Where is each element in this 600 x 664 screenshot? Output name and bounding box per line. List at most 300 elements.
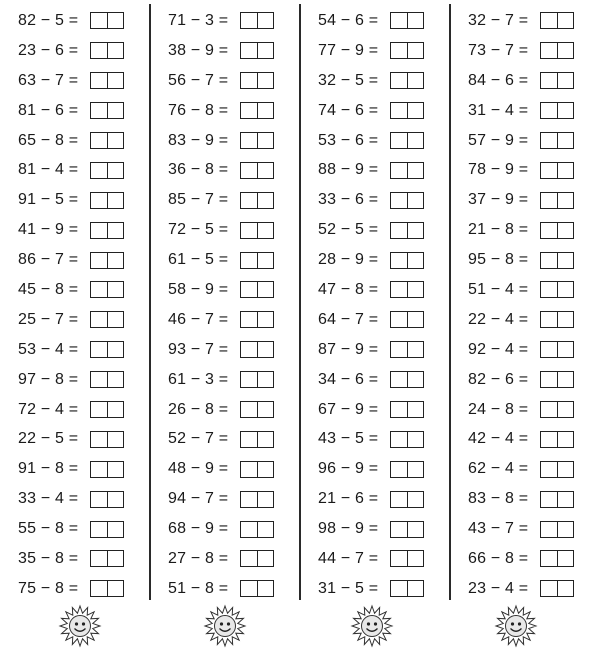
problem-row (150, 574, 300, 604)
answer-digit-cell[interactable] (257, 372, 273, 387)
answer-box[interactable] (90, 192, 124, 209)
problem-expression: 68 − 9 = (168, 520, 229, 538)
answer-digit-cell[interactable] (391, 13, 407, 28)
answer-box[interactable] (390, 341, 424, 358)
answer-digit-cell[interactable] (541, 282, 557, 297)
answer-box[interactable] (240, 132, 274, 149)
problem-row (450, 454, 600, 484)
answer-digit-cell[interactable] (91, 462, 107, 477)
answer-digit-cell[interactable] (391, 312, 407, 327)
answer-digit-cell[interactable] (407, 13, 423, 28)
problem-row (150, 514, 300, 544)
answer-box[interactable] (390, 371, 424, 388)
sun-icon (203, 604, 247, 648)
answer-box[interactable] (390, 521, 424, 538)
answer-digit-cell[interactable] (241, 432, 257, 447)
answer-digit-cell[interactable] (107, 462, 123, 477)
answer-box[interactable] (90, 281, 124, 298)
answer-digit-cell[interactable] (257, 223, 273, 238)
problem-expression: 31 − 5 = (318, 579, 379, 597)
problem-row (150, 6, 300, 36)
answer-box[interactable] (240, 491, 274, 508)
answer-digit-cell[interactable] (541, 492, 557, 507)
answer-digit-cell[interactable] (541, 432, 557, 447)
answer-digit-cell[interactable] (541, 163, 557, 178)
problem-row (150, 96, 300, 126)
answer-digit-cell[interactable] (91, 522, 107, 537)
problem-row (450, 126, 600, 156)
answer-digit-cell[interactable] (107, 372, 123, 387)
answer-digit-cell[interactable] (557, 551, 573, 566)
answer-box[interactable] (90, 162, 124, 179)
answer-digit-cell[interactable] (241, 193, 257, 208)
answer-digit-cell[interactable] (91, 223, 107, 238)
answer-digit-cell[interactable] (541, 402, 557, 417)
answer-digit-cell[interactable] (91, 73, 107, 88)
answer-box[interactable] (90, 580, 124, 597)
answer-box[interactable] (540, 252, 574, 269)
answer-box[interactable] (540, 192, 574, 209)
answer-digit-cell[interactable] (391, 432, 407, 447)
answer-box[interactable] (240, 102, 274, 119)
answer-box[interactable] (390, 550, 424, 567)
answer-digit-cell[interactable] (107, 492, 123, 507)
answer-digit-cell[interactable] (557, 372, 573, 387)
problem-expression: 84 − 6 = (468, 71, 529, 89)
answer-digit-cell[interactable] (541, 522, 557, 537)
problem-expression: 72 − 4 = (18, 400, 79, 418)
answer-digit-cell[interactable] (407, 193, 423, 208)
problem-column (0, 6, 150, 604)
answer-digit-cell[interactable] (557, 133, 573, 148)
answer-box[interactable] (390, 102, 424, 119)
answer-digit-cell[interactable] (407, 163, 423, 178)
answer-digit-cell[interactable] (107, 342, 123, 357)
answer-digit-cell[interactable] (241, 223, 257, 238)
answer-box[interactable] (540, 281, 574, 298)
answer-digit-cell[interactable] (241, 253, 257, 268)
answer-box[interactable] (540, 461, 574, 478)
answer-digit-cell[interactable] (407, 253, 423, 268)
answer-digit-cell[interactable] (257, 43, 273, 58)
answer-digit-cell[interactable] (257, 133, 273, 148)
answer-digit-cell[interactable] (257, 462, 273, 477)
answer-box[interactable] (390, 311, 424, 328)
answer-digit-cell[interactable] (91, 282, 107, 297)
problem-row (450, 36, 600, 66)
answer-box[interactable] (240, 222, 274, 239)
problem-expression: 83 − 8 = (468, 490, 529, 508)
problem-expression: 26 − 8 = (168, 400, 229, 418)
answer-box[interactable] (90, 461, 124, 478)
answer-digit-cell[interactable] (557, 462, 573, 477)
answer-digit-cell[interactable] (557, 253, 573, 268)
answer-digit-cell[interactable] (391, 193, 407, 208)
answer-digit-cell[interactable] (557, 522, 573, 537)
answer-digit-cell[interactable] (541, 372, 557, 387)
answer-digit-cell[interactable] (241, 13, 257, 28)
answer-digit-cell[interactable] (257, 432, 273, 447)
answer-box[interactable] (90, 311, 124, 328)
answer-digit-cell[interactable] (91, 163, 107, 178)
problem-row (0, 395, 150, 425)
answer-digit-cell[interactable] (557, 312, 573, 327)
answer-box[interactable] (540, 72, 574, 89)
answer-digit-cell[interactable] (257, 312, 273, 327)
problem-row (150, 155, 300, 185)
answer-digit-cell[interactable] (107, 223, 123, 238)
answer-box[interactable] (390, 401, 424, 418)
answer-digit-cell[interactable] (107, 402, 123, 417)
answer-digit-cell[interactable] (241, 462, 257, 477)
problem-row (150, 484, 300, 514)
answer-box[interactable] (240, 461, 274, 478)
answer-digit-cell[interactable] (91, 372, 107, 387)
problem-expression: 42 − 4 = (468, 430, 529, 448)
answer-digit-cell[interactable] (241, 551, 257, 566)
answer-digit-cell[interactable] (257, 13, 273, 28)
answer-box[interactable] (540, 521, 574, 538)
problem-row (0, 96, 150, 126)
answer-digit-cell[interactable] (541, 253, 557, 268)
answer-digit-cell[interactable] (557, 492, 573, 507)
answer-digit-cell[interactable] (257, 253, 273, 268)
answer-digit-cell[interactable] (407, 372, 423, 387)
answer-digit-cell[interactable] (407, 462, 423, 477)
answer-box[interactable] (90, 431, 124, 448)
answer-digit-cell[interactable] (557, 103, 573, 118)
answer-digit-cell[interactable] (107, 282, 123, 297)
answer-digit-cell[interactable] (391, 402, 407, 417)
answer-digit-cell[interactable] (107, 581, 123, 596)
problem-expression: 23 − 4 = (468, 579, 529, 597)
answer-digit-cell[interactable] (257, 581, 273, 596)
answer-digit-cell[interactable] (257, 163, 273, 178)
answer-digit-cell[interactable] (107, 103, 123, 118)
answer-digit-cell[interactable] (407, 223, 423, 238)
answer-digit-cell[interactable] (91, 312, 107, 327)
answer-box[interactable] (540, 162, 574, 179)
answer-digit-cell[interactable] (241, 43, 257, 58)
answer-digit-cell[interactable] (557, 43, 573, 58)
answer-digit-cell[interactable] (257, 492, 273, 507)
answer-digit-cell[interactable] (557, 342, 573, 357)
answer-digit-cell[interactable] (241, 282, 257, 297)
problem-row (450, 574, 600, 604)
answer-box[interactable] (240, 281, 274, 298)
answer-digit-cell[interactable] (541, 551, 557, 566)
answer-box[interactable] (90, 401, 124, 418)
answer-box[interactable] (240, 72, 274, 89)
answer-digit-cell[interactable] (407, 133, 423, 148)
answer-box[interactable] (390, 281, 424, 298)
answer-box[interactable] (540, 550, 574, 567)
answer-digit-cell[interactable] (407, 312, 423, 327)
answer-digit-cell[interactable] (241, 342, 257, 357)
answer-digit-cell[interactable] (391, 73, 407, 88)
answer-digit-cell[interactable] (407, 73, 423, 88)
problem-row (0, 245, 150, 275)
answer-digit-cell[interactable] (257, 522, 273, 537)
answer-digit-cell[interactable] (107, 13, 123, 28)
problem-expression: 54 − 6 = (318, 11, 379, 29)
problem-row (0, 215, 150, 245)
answer-box[interactable] (90, 341, 124, 358)
answer-digit-cell[interactable] (391, 253, 407, 268)
problem-expression: 36 − 8 = (168, 161, 229, 179)
answer-box[interactable] (240, 192, 274, 209)
answer-digit-cell[interactable] (541, 581, 557, 596)
problem-expression: 91 − 8 = (18, 460, 79, 478)
answer-box[interactable] (90, 102, 124, 119)
answer-box[interactable] (90, 72, 124, 89)
answer-box[interactable] (540, 132, 574, 149)
answer-digit-cell[interactable] (557, 282, 573, 297)
problem-expression: 52 − 5 = (318, 221, 379, 239)
sun-icon (58, 604, 102, 648)
answer-box[interactable] (240, 42, 274, 59)
answer-box[interactable] (390, 222, 424, 239)
answer-box[interactable] (90, 252, 124, 269)
problem-expression: 33 − 4 = (18, 490, 79, 508)
answer-box[interactable] (390, 162, 424, 179)
answer-box[interactable] (540, 491, 574, 508)
answer-box[interactable] (540, 311, 574, 328)
sun-icon (494, 604, 538, 648)
answer-digit-cell[interactable] (391, 43, 407, 58)
answer-digit-cell[interactable] (391, 282, 407, 297)
answer-box[interactable] (390, 42, 424, 59)
answer-digit-cell[interactable] (107, 73, 123, 88)
problem-row (0, 185, 150, 215)
answer-digit-cell[interactable] (407, 282, 423, 297)
answer-digit-cell[interactable] (557, 193, 573, 208)
answer-digit-cell[interactable] (391, 223, 407, 238)
problem-expression: 55 − 8 = (18, 520, 79, 538)
answer-digit-cell[interactable] (241, 163, 257, 178)
answer-digit-cell[interactable] (391, 522, 407, 537)
answer-box[interactable] (90, 491, 124, 508)
answer-digit-cell[interactable] (107, 522, 123, 537)
answer-digit-cell[interactable] (407, 103, 423, 118)
answer-digit-cell[interactable] (557, 13, 573, 28)
answer-digit-cell[interactable] (541, 462, 557, 477)
answer-digit-cell[interactable] (91, 402, 107, 417)
answer-digit-cell[interactable] (107, 163, 123, 178)
problem-expression: 43 − 5 = (318, 430, 379, 448)
answer-digit-cell[interactable] (241, 522, 257, 537)
problem-expression: 65 − 8 = (18, 131, 79, 149)
answer-box[interactable] (390, 491, 424, 508)
problem-expression: 52 − 7 = (168, 430, 229, 448)
answer-box[interactable] (90, 12, 124, 29)
answer-digit-cell[interactable] (557, 223, 573, 238)
answer-box[interactable] (240, 580, 274, 597)
answer-digit-cell[interactable] (241, 581, 257, 596)
answer-digit-cell[interactable] (391, 462, 407, 477)
answer-box[interactable] (240, 401, 274, 418)
problem-row (0, 126, 150, 156)
answer-digit-cell[interactable] (91, 342, 107, 357)
answer-digit-cell[interactable] (107, 43, 123, 58)
answer-digit-cell[interactable] (91, 253, 107, 268)
problem-expression: 53 − 6 = (318, 131, 379, 149)
answer-box[interactable] (540, 371, 574, 388)
problem-row (150, 544, 300, 574)
answer-digit-cell[interactable] (241, 103, 257, 118)
answer-digit-cell[interactable] (107, 432, 123, 447)
answer-digit-cell[interactable] (541, 223, 557, 238)
answer-box[interactable] (240, 12, 274, 29)
answer-digit-cell[interactable] (257, 103, 273, 118)
answer-digit-cell[interactable] (257, 193, 273, 208)
answer-digit-cell[interactable] (541, 73, 557, 88)
problem-row (150, 335, 300, 365)
problem-expression: 24 − 8 = (468, 400, 529, 418)
answer-box[interactable] (240, 521, 274, 538)
answer-digit-cell[interactable] (241, 73, 257, 88)
answer-digit-cell[interactable] (407, 402, 423, 417)
answer-box[interactable] (240, 550, 274, 567)
answer-digit-cell[interactable] (541, 13, 557, 28)
answer-box[interactable] (90, 42, 124, 59)
answer-box[interactable] (390, 252, 424, 269)
answer-digit-cell[interactable] (407, 492, 423, 507)
answer-digit-cell[interactable] (391, 103, 407, 118)
answer-box[interactable] (390, 431, 424, 448)
answer-digit-cell[interactable] (407, 581, 423, 596)
answer-digit-cell[interactable] (91, 43, 107, 58)
answer-box[interactable] (540, 580, 574, 597)
answer-digit-cell[interactable] (557, 163, 573, 178)
problem-expression: 41 − 9 = (18, 221, 79, 239)
problem-expression: 67 − 9 = (318, 400, 379, 418)
answer-digit-cell[interactable] (107, 253, 123, 268)
problem-row (150, 454, 300, 484)
answer-digit-cell[interactable] (91, 103, 107, 118)
answer-digit-cell[interactable] (541, 312, 557, 327)
answer-digit-cell[interactable] (91, 432, 107, 447)
answer-digit-cell[interactable] (541, 43, 557, 58)
answer-digit-cell[interactable] (557, 432, 573, 447)
answer-box[interactable] (90, 550, 124, 567)
answer-digit-cell[interactable] (391, 372, 407, 387)
answer-box[interactable] (390, 132, 424, 149)
answer-digit-cell[interactable] (91, 13, 107, 28)
problem-row (150, 126, 300, 156)
problem-expression: 63 − 7 = (18, 71, 79, 89)
answer-digit-cell[interactable] (557, 581, 573, 596)
problem-expression: 64 − 7 = (318, 310, 379, 328)
answer-box[interactable] (540, 431, 574, 448)
answer-digit-cell[interactable] (407, 432, 423, 447)
answer-box[interactable] (390, 461, 424, 478)
answer-box[interactable] (90, 132, 124, 149)
answer-digit-cell[interactable] (107, 193, 123, 208)
answer-digit-cell[interactable] (107, 133, 123, 148)
answer-digit-cell[interactable] (391, 163, 407, 178)
problem-expression: 57 − 9 = (468, 131, 529, 149)
answer-box[interactable] (390, 72, 424, 89)
answer-box[interactable] (540, 401, 574, 418)
answer-box[interactable] (90, 521, 124, 538)
answer-digit-cell[interactable] (241, 133, 257, 148)
answer-digit-cell[interactable] (557, 73, 573, 88)
answer-digit-cell[interactable] (257, 73, 273, 88)
answer-box[interactable] (240, 341, 274, 358)
answer-box[interactable] (390, 12, 424, 29)
answer-digit-cell[interactable] (91, 551, 107, 566)
problem-row (0, 305, 150, 335)
answer-digit-cell[interactable] (541, 193, 557, 208)
answer-digit-cell[interactable] (241, 402, 257, 417)
answer-digit-cell[interactable] (91, 133, 107, 148)
problem-expression: 95 − 8 = (468, 251, 529, 269)
answer-digit-cell[interactable] (391, 133, 407, 148)
answer-digit-cell[interactable] (391, 581, 407, 596)
problem-expression: 66 − 8 = (468, 549, 529, 567)
answer-box[interactable] (240, 311, 274, 328)
answer-box[interactable] (390, 192, 424, 209)
answer-box[interactable] (90, 371, 124, 388)
answer-digit-cell[interactable] (541, 342, 557, 357)
answer-digit-cell[interactable] (107, 312, 123, 327)
answer-digit-cell[interactable] (241, 372, 257, 387)
answer-digit-cell[interactable] (391, 551, 407, 566)
answer-digit-cell[interactable] (241, 492, 257, 507)
problem-row (150, 185, 300, 215)
answer-box[interactable] (240, 371, 274, 388)
answer-digit-cell[interactable] (391, 492, 407, 507)
problem-row (450, 514, 600, 544)
answer-box[interactable] (540, 12, 574, 29)
answer-box[interactable] (540, 222, 574, 239)
problem-row (450, 365, 600, 395)
answer-digit-cell[interactable] (257, 342, 273, 357)
answer-digit-cell[interactable] (241, 312, 257, 327)
problem-row (150, 66, 300, 96)
answer-box[interactable] (240, 431, 274, 448)
answer-box[interactable] (540, 102, 574, 119)
answer-digit-cell[interactable] (257, 551, 273, 566)
answer-box[interactable] (240, 252, 274, 269)
answer-digit-cell[interactable] (407, 522, 423, 537)
answer-digit-cell[interactable] (91, 492, 107, 507)
answer-digit-cell[interactable] (91, 193, 107, 208)
answer-digit-cell[interactable] (257, 402, 273, 417)
problem-expression: 32 − 7 = (468, 11, 529, 29)
answer-digit-cell[interactable] (557, 402, 573, 417)
answer-box[interactable] (90, 222, 124, 239)
answer-digit-cell[interactable] (541, 103, 557, 118)
problem-expression: 85 − 7 = (168, 191, 229, 209)
answer-digit-cell[interactable] (257, 282, 273, 297)
answer-box[interactable] (390, 580, 424, 597)
answer-digit-cell[interactable] (407, 551, 423, 566)
answer-box[interactable] (540, 42, 574, 59)
problem-row (0, 514, 150, 544)
answer-digit-cell[interactable] (541, 133, 557, 148)
answer-digit-cell[interactable] (91, 581, 107, 596)
answer-box[interactable] (540, 341, 574, 358)
answer-digit-cell[interactable] (407, 43, 423, 58)
answer-digit-cell[interactable] (407, 342, 423, 357)
answer-digit-cell[interactable] (391, 342, 407, 357)
problem-row (450, 96, 600, 126)
answer-digit-cell[interactable] (107, 551, 123, 566)
answer-box[interactable] (240, 162, 274, 179)
problem-row (300, 6, 450, 36)
